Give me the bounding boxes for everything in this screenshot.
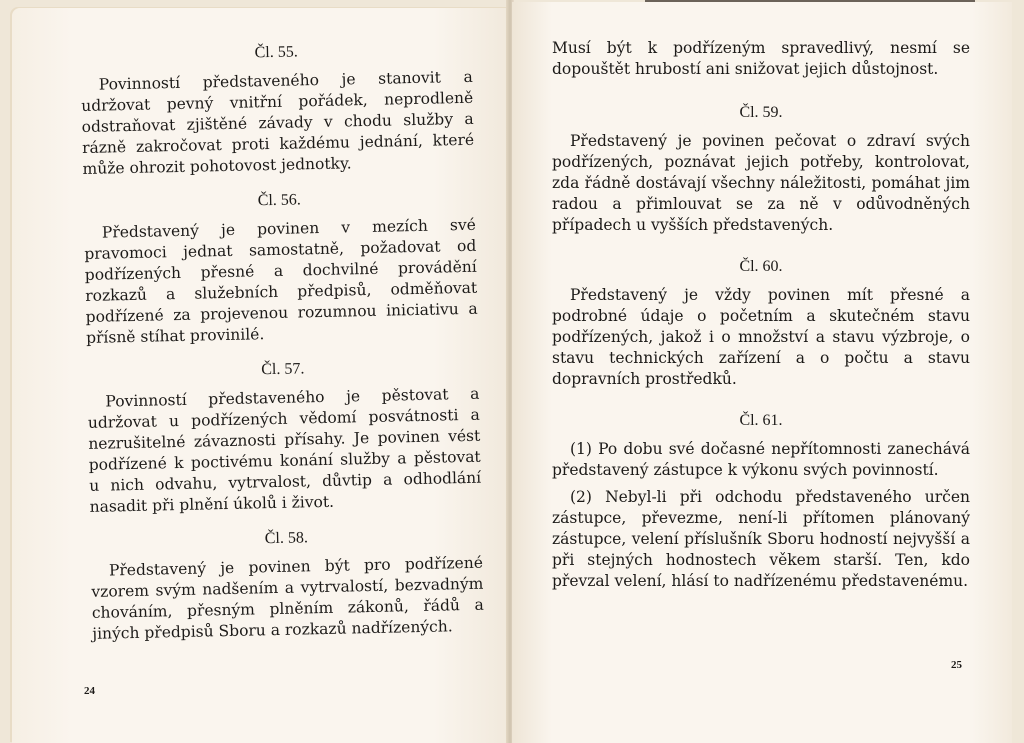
article-61-paragraph-1: (1) Po dobu své dočasné nepřítomnosti zanechává představený zástupce k výkonu svých povinností. [552,440,970,479]
article-heading-57: Čl. 57. [261,360,305,379]
article-55-text: Povinností představeného je stanovit a udržovat pevný vnitřní pořádek, neprodleně odstraňovat zjištěné závady v chodu služby a rázně zakročovat proti každému jednání, které může ohrozit pohotovost jednotky. [81,67,475,178]
article-56-text: Představený je povinen v mezích své pravomoci jednat samostatně, požadovat od podřízených přesné a dochvilné provádění rozkazů a služebních předpisů, odměňovat podřízené za projevenou rozumnou iniciativu a přísně stíhat provinilé. [84,215,478,347]
article-58-text: Představený je povinen být pro podřízené vzorem svým nadšením a vytrvalostí, bezvadným chováním, přesným plněním zákonů, řádů a jiných předpisů Sboru a rozkazů nadřízených. [91,553,484,643]
article-61-paragraph-2: (2) Nebyl-li při odchodu představeného určen zástupce, převezme, není-li přítomen plánovaný zástupce, velení příslušník Sboru hodností nejvyšší a při stejných hodnostech věkem starší. Ten, kdo převzal velení, hlásí to nadřízenému představenému. [552,488,970,590]
left-page [12,8,508,743]
right-page-text [552,38,970,592]
right-page [512,2,1012,743]
article-heading-61: Čl. 61. [739,412,783,429]
article-heading-59: Čl. 59. [739,104,783,121]
article-heading-55: Čl. 55. [254,43,298,62]
page-number-left: 24 [84,685,95,697]
continuation-text: Musí být k podřízeným spravedlivý, nesmí se dopouštět hrubostí ani snižovat jejich důstojnost. [552,39,970,78]
article-60-text: Představený je vždy povinen mít přesné a podrobné údaje o početním a skutečném stavu podřízených, jakož i o množství a stavu výzbroje, o stavu technických zařízení a o počtu a stavu dopravních prostředků. [552,286,970,388]
page-number-right: 25 [951,659,962,671]
article-heading-56: Čl. 56. [257,191,302,210]
article-59-text: Představený je povinen pečovat o zdraví svých podřízených, poznávat jejich potřeby, kontrolovat, zda řádně dostávají všechny náležitosti, pomáhat jim radou a přimlouvat se za ně v odůvodněných případech u vyšších představených. [552,132,970,234]
article-heading-60: Čl. 60. [739,258,783,275]
article-heading-58: Čl. 58. [264,529,309,548]
left-page-text [80,38,484,645]
article-57-text: Povinností představeného je pěstovat a udržovat u podřízených vědomí posvátnosti a nezrušitelné závaznosti přísahy. Je povinen vést podřízené k poctivému konání služby a pěstovat u nich odvahu, vytrvalost, důvtip a odhodlání nasadit při plnění úkolů i život. [87,384,482,516]
